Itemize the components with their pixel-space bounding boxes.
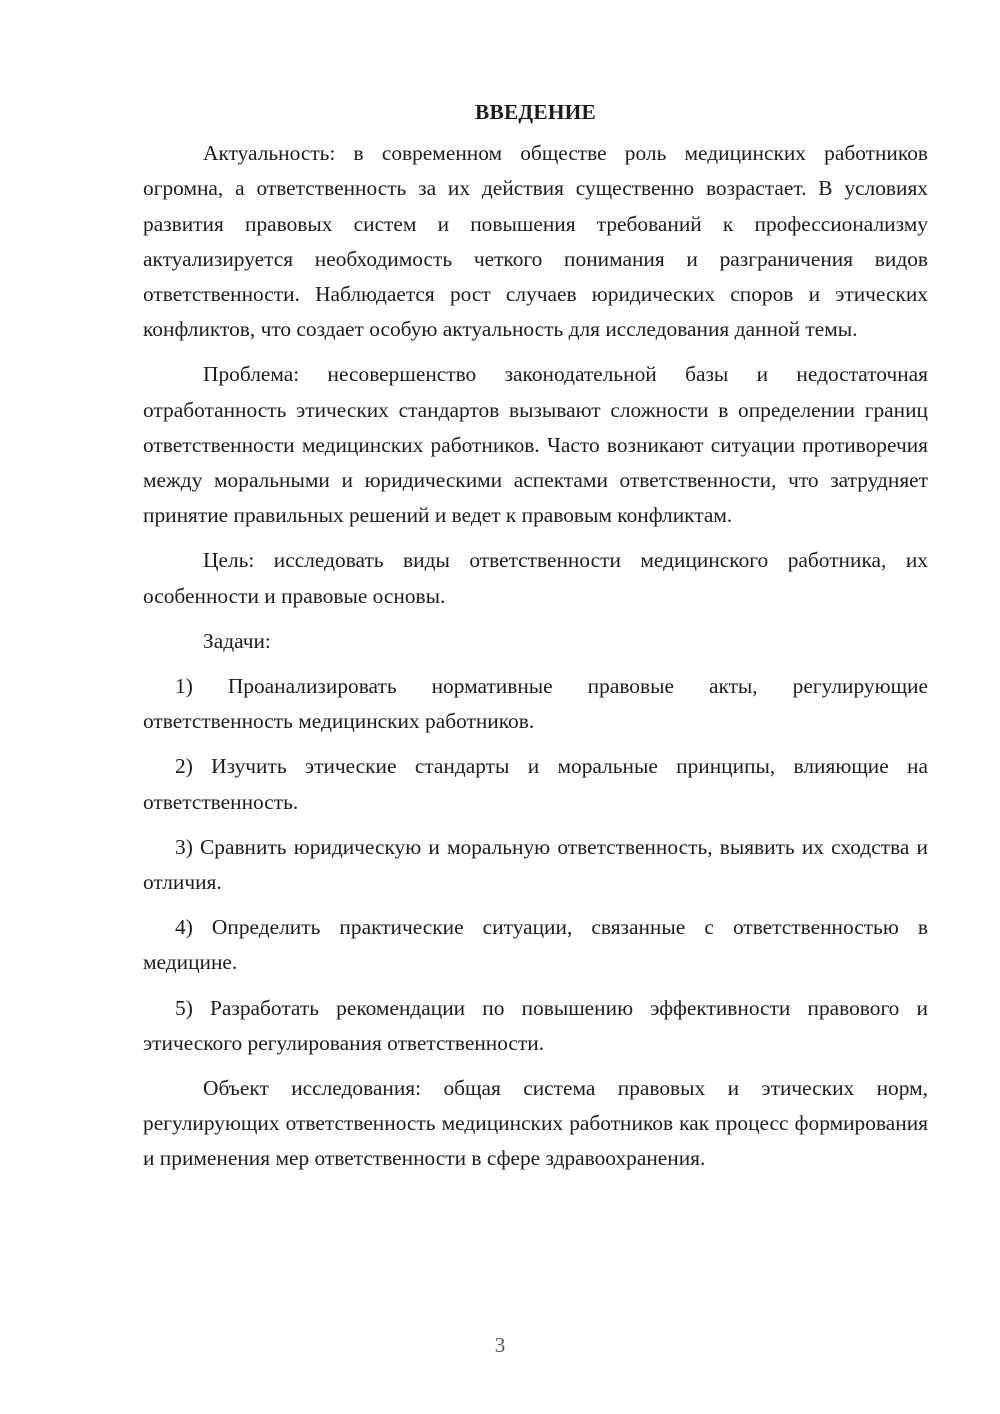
task-item: 1) Проанализировать нормативные правовые акты, регулирующие ответственность медицинских работников. <box>143 674 928 734</box>
page-title: ВВЕДЕНИЕ <box>475 100 596 124</box>
document-page <box>143 95 928 1187</box>
task-item: 3) Сравнить юридическую и моральную ответственность, выявить их сходства и отличия. <box>143 834 928 895</box>
paragraph-object: Объект исследования: общая система правовых и этических норм, регулирующих ответственность медицинских работников как процесс формирования и применения мер ответственности в сфере здравоохранения. <box>143 1076 928 1171</box>
page-number: 3 <box>494 1333 506 1357</box>
paragraph-problem: Проблема: несовершенство законодательной базы и недостаточная отработанность этических стандартов вызывают сложности в определении границ ответственности медицинских работников. Часто возникают ситуации противоречия между моральными и юридическими аспектами ответственности, что затрудняет принятие правильных решений и ведет к правовым конфликтам. <box>143 362 928 528</box>
task-item: 5) Разработать рекомендации по повышению эффективности правового и этического регулирования ответственности. <box>143 995 928 1055</box>
task-item: 2) Изучить этические стандарты и моральные принципы, влияющие на ответственность. <box>143 754 928 814</box>
paragraph-goal: Цель: исследовать виды ответственности медицинского работника, их особенности и правовые основы. <box>143 548 928 608</box>
paragraph-relevance: Актуальность: в современном обществе роль медицинских работников огромна, а ответственность за их действия существенно возрастает. В условиях развития правовых систем и повышения требований к профессионализму актуализируется необходимость четкого понимания и разграничения видов ответственности. Наблюдается рост случаев юридических споров и этических конфликтов, что создает особую актуальность для исследования данной темы. <box>143 141 928 342</box>
tasks-label: Задачи: <box>203 628 271 653</box>
task-item: 4) Определить практические ситуации, связанные с ответственностью в медицине. <box>143 915 928 975</box>
